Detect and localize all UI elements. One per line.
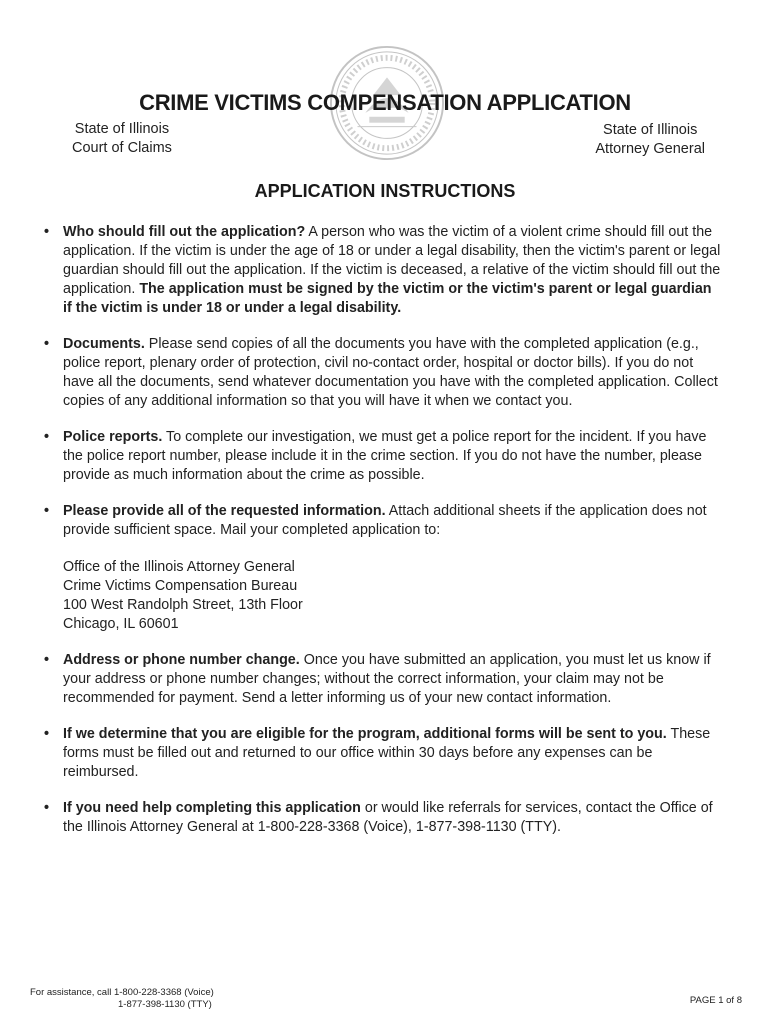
instruction-lead: Documents.	[63, 336, 145, 352]
footer-voice-line: For assistance, call 1-800-228-3368 (Voice)	[30, 987, 214, 998]
court-state-label: State of Illinois	[74, 121, 170, 137]
instruction-lead: Police reports.	[63, 429, 163, 445]
ag-state-label: State of Illinois	[603, 122, 698, 138]
instruction-emphasis: The application must be signed by the victim or the victim's parent or legal guardian if the victim is under 18 or under a legal disability.	[63, 281, 712, 316]
bullet-icon: •	[44, 336, 50, 352]
instruction-eligibility	[44, 725, 722, 782]
address-line: Crime Victims Compensation Bureau	[63, 578, 298, 594]
document-title: CRIME VICTIMS COMPENSATION APPLICATION	[139, 90, 631, 115]
instruction-lead: Who should fill out the application?	[63, 224, 306, 240]
bullet-icon: •	[44, 503, 50, 519]
court-name-label: Court of Claims	[72, 140, 172, 156]
bullet-icon: •	[44, 429, 50, 445]
footer-assistance	[30, 987, 214, 1011]
ag-name-label: Attorney General	[595, 141, 705, 157]
bullet-icon: •	[44, 800, 50, 816]
section-subtitle: APPLICATION INSTRUCTIONS	[254, 181, 516, 201]
instruction-lead: Please provide all of the requested information.	[63, 503, 386, 519]
instruction-text: To complete our investigation, we must get a police report for the incident. If you have the police report number, please include it in the crime section. If you do not have the number, please provide as much information about the crime as possible.	[63, 429, 707, 483]
mailing-address	[63, 558, 722, 634]
bullet-icon: •	[44, 726, 50, 742]
instruction-lead: If we determine that you are eligible for the program, additional forms will be sent to you.	[63, 726, 667, 742]
instruction-text: These forms must be filled out and returned to our office within 30 days before any expenses can be reimbursed.	[63, 726, 711, 780]
instruction-who-fills	[44, 223, 722, 318]
instruction-text: Attach additional sheets if the application does not provide sufficient space. Mail your completed application to:	[63, 503, 707, 538]
bullet-icon: •	[44, 224, 50, 240]
address-line: 100 West Randolph Street, 13th Floor	[63, 597, 303, 613]
header-left-block	[72, 120, 172, 158]
instruction-documents	[44, 335, 722, 411]
instructions-list	[44, 223, 722, 854]
address-line: Office of the Illinois Attorney General	[63, 559, 295, 575]
instruction-requested-info	[44, 502, 722, 634]
header-right-block	[595, 121, 705, 159]
footer-tty-line: 1-877-398-1130 (TTY)	[118, 999, 212, 1010]
instruction-help	[44, 799, 722, 837]
instruction-text: A person who was the victim of a violent crime should fill out the application. If the victim is under the age of 18 or under a legal disability, then the victim's parent or legal guardian should fill out the application. If the victim is deceased, a relative of the victim should fill out the application.	[63, 224, 721, 297]
address-line: Chicago, IL 60601	[63, 616, 179, 632]
instruction-lead: Address or phone number change.	[63, 652, 300, 668]
instruction-police-reports	[44, 428, 722, 485]
instruction-text: Please send copies of all the documents you have with the completed application (e.g., police report, plenary order of protection, civil no-contact order, hospital or doctor bills). If you do not have all the documents, send whatever documentation you have with the completed application. Collect copies of any additional information so that you will have it when we contact you.	[63, 336, 718, 409]
page-number: PAGE 1 of 8	[689, 995, 742, 1006]
instruction-text: Once you have submitted an application, you must let us know if your address or phone number changes; without the correct information, your claim may not be recommended for payment. Send a letter informing us of your new contact information.	[63, 652, 711, 706]
instruction-text: or would like referrals for services, contact the Office of the Illinois Attorney General at 1-800-228-3368 (Voice), 1-877-398-1130 (TTY).	[63, 800, 713, 835]
instruction-address-change	[44, 651, 722, 708]
instruction-lead: If you need help completing this application	[63, 800, 361, 816]
bullet-icon: •	[44, 652, 50, 668]
